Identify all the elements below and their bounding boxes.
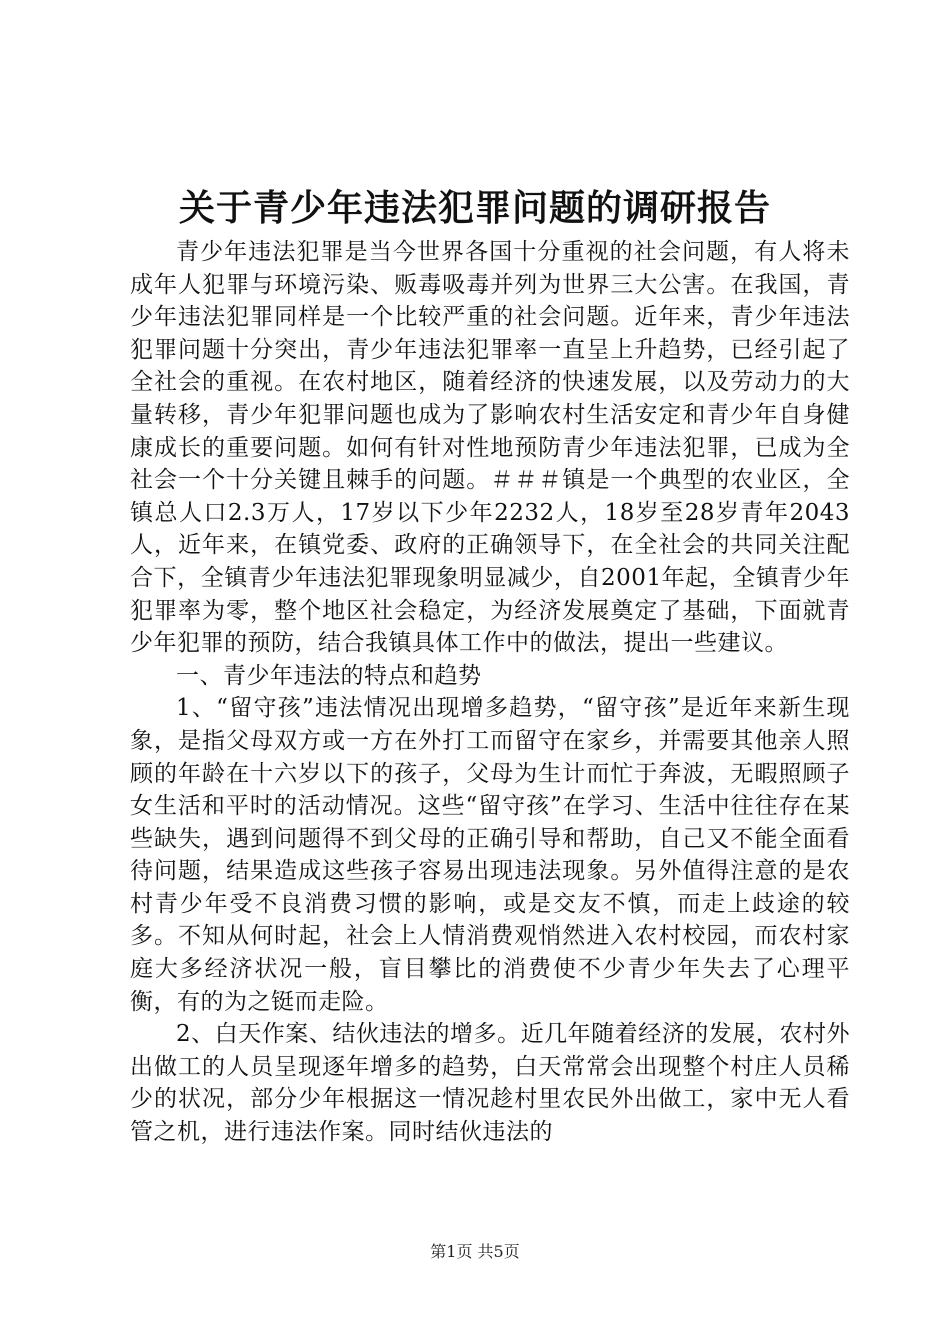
document-title: 关于青少年违法犯罪问题的调研报告: [178, 187, 771, 229]
paragraph-intro: 青少年违法犯罪是当今世界各国十分重视的社会问题，有人将未成年人犯罪与环境污染、贩毒吸毒并列为世界三大公害。在我国，青少年违法犯罪同样是一个比较严重的社会问题。近年来，青少年违法犯罪问题十分突出，青少年违法犯罪率一直呈上升趋势，已经引起了全社会的重视。在农村地区，随着经济的快速发展，以及劳动力的大量转移，青少年犯罪问题也成为了影响农村生活安定和青少年自身健康成长的重要问题。如何有针对性地预防青少年违法犯罪，已成为全社会一个十分关键且棘手的问题。＃＃＃镇是一个典型的农业区，全镇总人口2.3万人，17岁以下少年2232人，18岁至28岁青年2043人，近年来，在镇党委、政府的正确领导下，在全社会的共同关注配合下，全镇青少年违法犯罪现象明显减少，自2001年起，全镇青少年犯罪率为零，整个地区社会稳定，为经济发展奠定了基础，下面就青少年犯罪的预防，结合我镇具体工作中的做法，提出一些建议。: [130, 239, 850, 657]
paragraph-point-1: 1、“留守孩”违法情况出现增多趋势，“留守孩”是近年来新生现象，是指父母双方或一方在外打工而留守在家乡，并需要其他亲人照顾的年龄在十六岁以下的孩子，父母为生计而忙于奔波，无暇照顾子女生活和平时的活动情况。这些“留守孩”在学习、生活中往往存在某些缺失，遇到问题得不到父母的正确引导和帮助，自己又不能全面看待问题，结果造成这些孩子容易出现违法现象。另外值得注意的是农村青少年受不良消费习惯的影响，或是交友不慎，而走上歧途的较多。不知从何时起，社会上人情消费观悄然进入农村校园，而农村家庭大多经济状况一般，盲目攀比的消费使不少青少年失去了心理平衡，有的为之铤而走险。: [130, 695, 850, 1015]
paragraph-point-2: 2、白天作案、结伙违法的增多。近几年随着经济的发展，农村外出做工的人员呈现逐年增多的趋势，白天常常会出现整个村庄人员稀少的状况，部分少年根据这一情况趁村里农民外出做工，家中无人看管之机，进行违法作案。同时结伙违法的: [130, 1021, 850, 1146]
page-footer: 第1页 共5页: [430, 1242, 520, 1261]
section-heading: 一、青少年违法的特点和趋势: [176, 662, 482, 689]
document-body: [130, 236, 850, 1149]
